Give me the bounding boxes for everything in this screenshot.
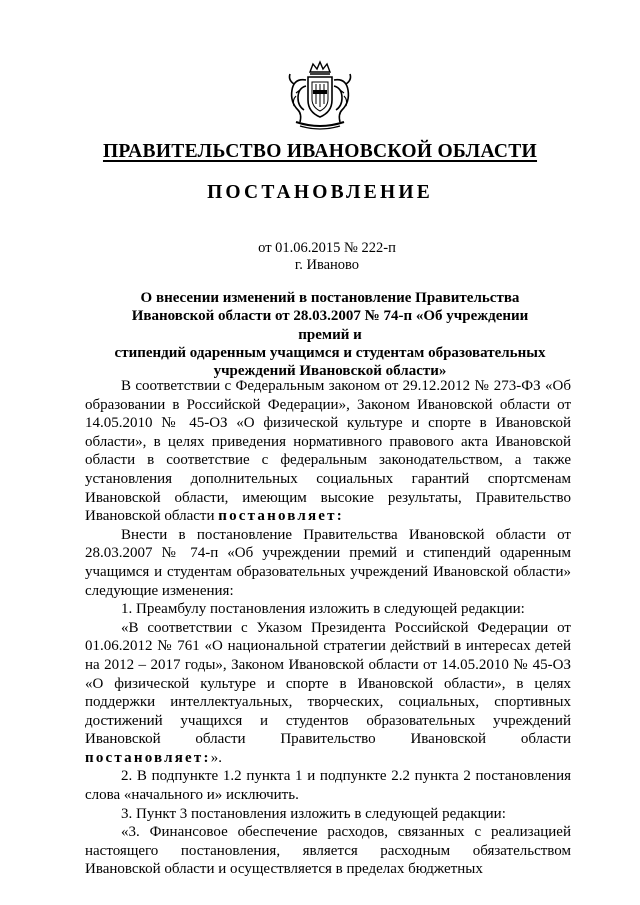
paragraph-item-1: 1. Преамбулу постановления изложить в следующей редакции:	[121, 601, 525, 618]
resolves-word: постановляет:	[85, 749, 211, 766]
paragraph-new-preamble	[85, 619, 571, 768]
subject-line: учреждений Ивановской области»	[213, 363, 447, 380]
paragraph-item-2: 2. В подпункте 1.2 пункта 1 и подпункте 2.2 пункта 2 постановления слова «начального и» исключить.	[85, 768, 571, 804]
paragraph-amend-intro: Внести в постановление Правительства Ивановской области от 28.03.2007 № 74-п «Об учреждении премий и стипендий одаренным учащимся и студентам образовательных учреждений Ивановской области» следующие изменения:	[85, 526, 571, 599]
resolves-word: постановляет:	[218, 508, 344, 525]
paragraph-text: В соответствии с Федеральным законом от 29.12.2012 № 273-ФЗ «Об образовании в Российской Федерации», Законом Ивановской области от 14.05.2010 № 45-ОЗ «О физической культуре и спорте в Ивановской области», в целях приведения нормативного правового акта Ивановской области в соответствие с федеральным законодательством, а также установления дополнительных социальных гарантий спортсменам Ивановской области, имеющим высокие результаты, Правительство Ивановской области	[85, 378, 571, 525]
document-type: ПОСТАНОВЛЕНИЕ	[207, 182, 433, 203]
subject-line: Ивановской области от 28.03.2007 № 74-п «Об учреждении премий и	[131, 308, 529, 343]
city: г. Иваново	[294, 257, 360, 273]
date-number: от 01.06.2015 № 222-п	[258, 240, 396, 256]
subject-line: стипендий одаренным учащимся и студентам образовательных	[114, 344, 546, 361]
subject-heading	[110, 289, 550, 380]
government-title: ПРАВИТЕЛЬСТВО ИВАНОВСКОЙ ОБЛАСТИ	[102, 141, 538, 162]
paragraph-text: ».	[210, 749, 222, 766]
paragraph-item-3-text: «3. Финансовое обеспечение расходов, связанных с реализацией настоящего постановления, является расходным обязательством Ивановской области и осуществляется в пределах бюджетных	[85, 824, 571, 878]
coat-of-arms-icon	[286, 60, 354, 132]
subject-line: О внесении изменений в постановление Правительства	[140, 290, 520, 306]
paragraph-text: «В соответствии с Указом Президента Российской Федерации от 01.06.2012 № 761 «О национальной стратегии действий в интересах детей на 2012 – 2017 годы», Законом Ивановской области от 14.05.2010 № 45-ОЗ «О физической культуре и спорте в Ивановской области», в целях поддержки интеллектуальных, творческих, социальных, спортивных достижений учащихся и студентов образовательных учреждений Ивановской области Правительство Ивановской области	[85, 619, 571, 748]
paragraph-preamble	[85, 377, 571, 526]
document-body	[85, 377, 571, 879]
paragraph-item-3: 3. Пункт 3 постановления изложить в следующей редакции:	[121, 805, 506, 822]
